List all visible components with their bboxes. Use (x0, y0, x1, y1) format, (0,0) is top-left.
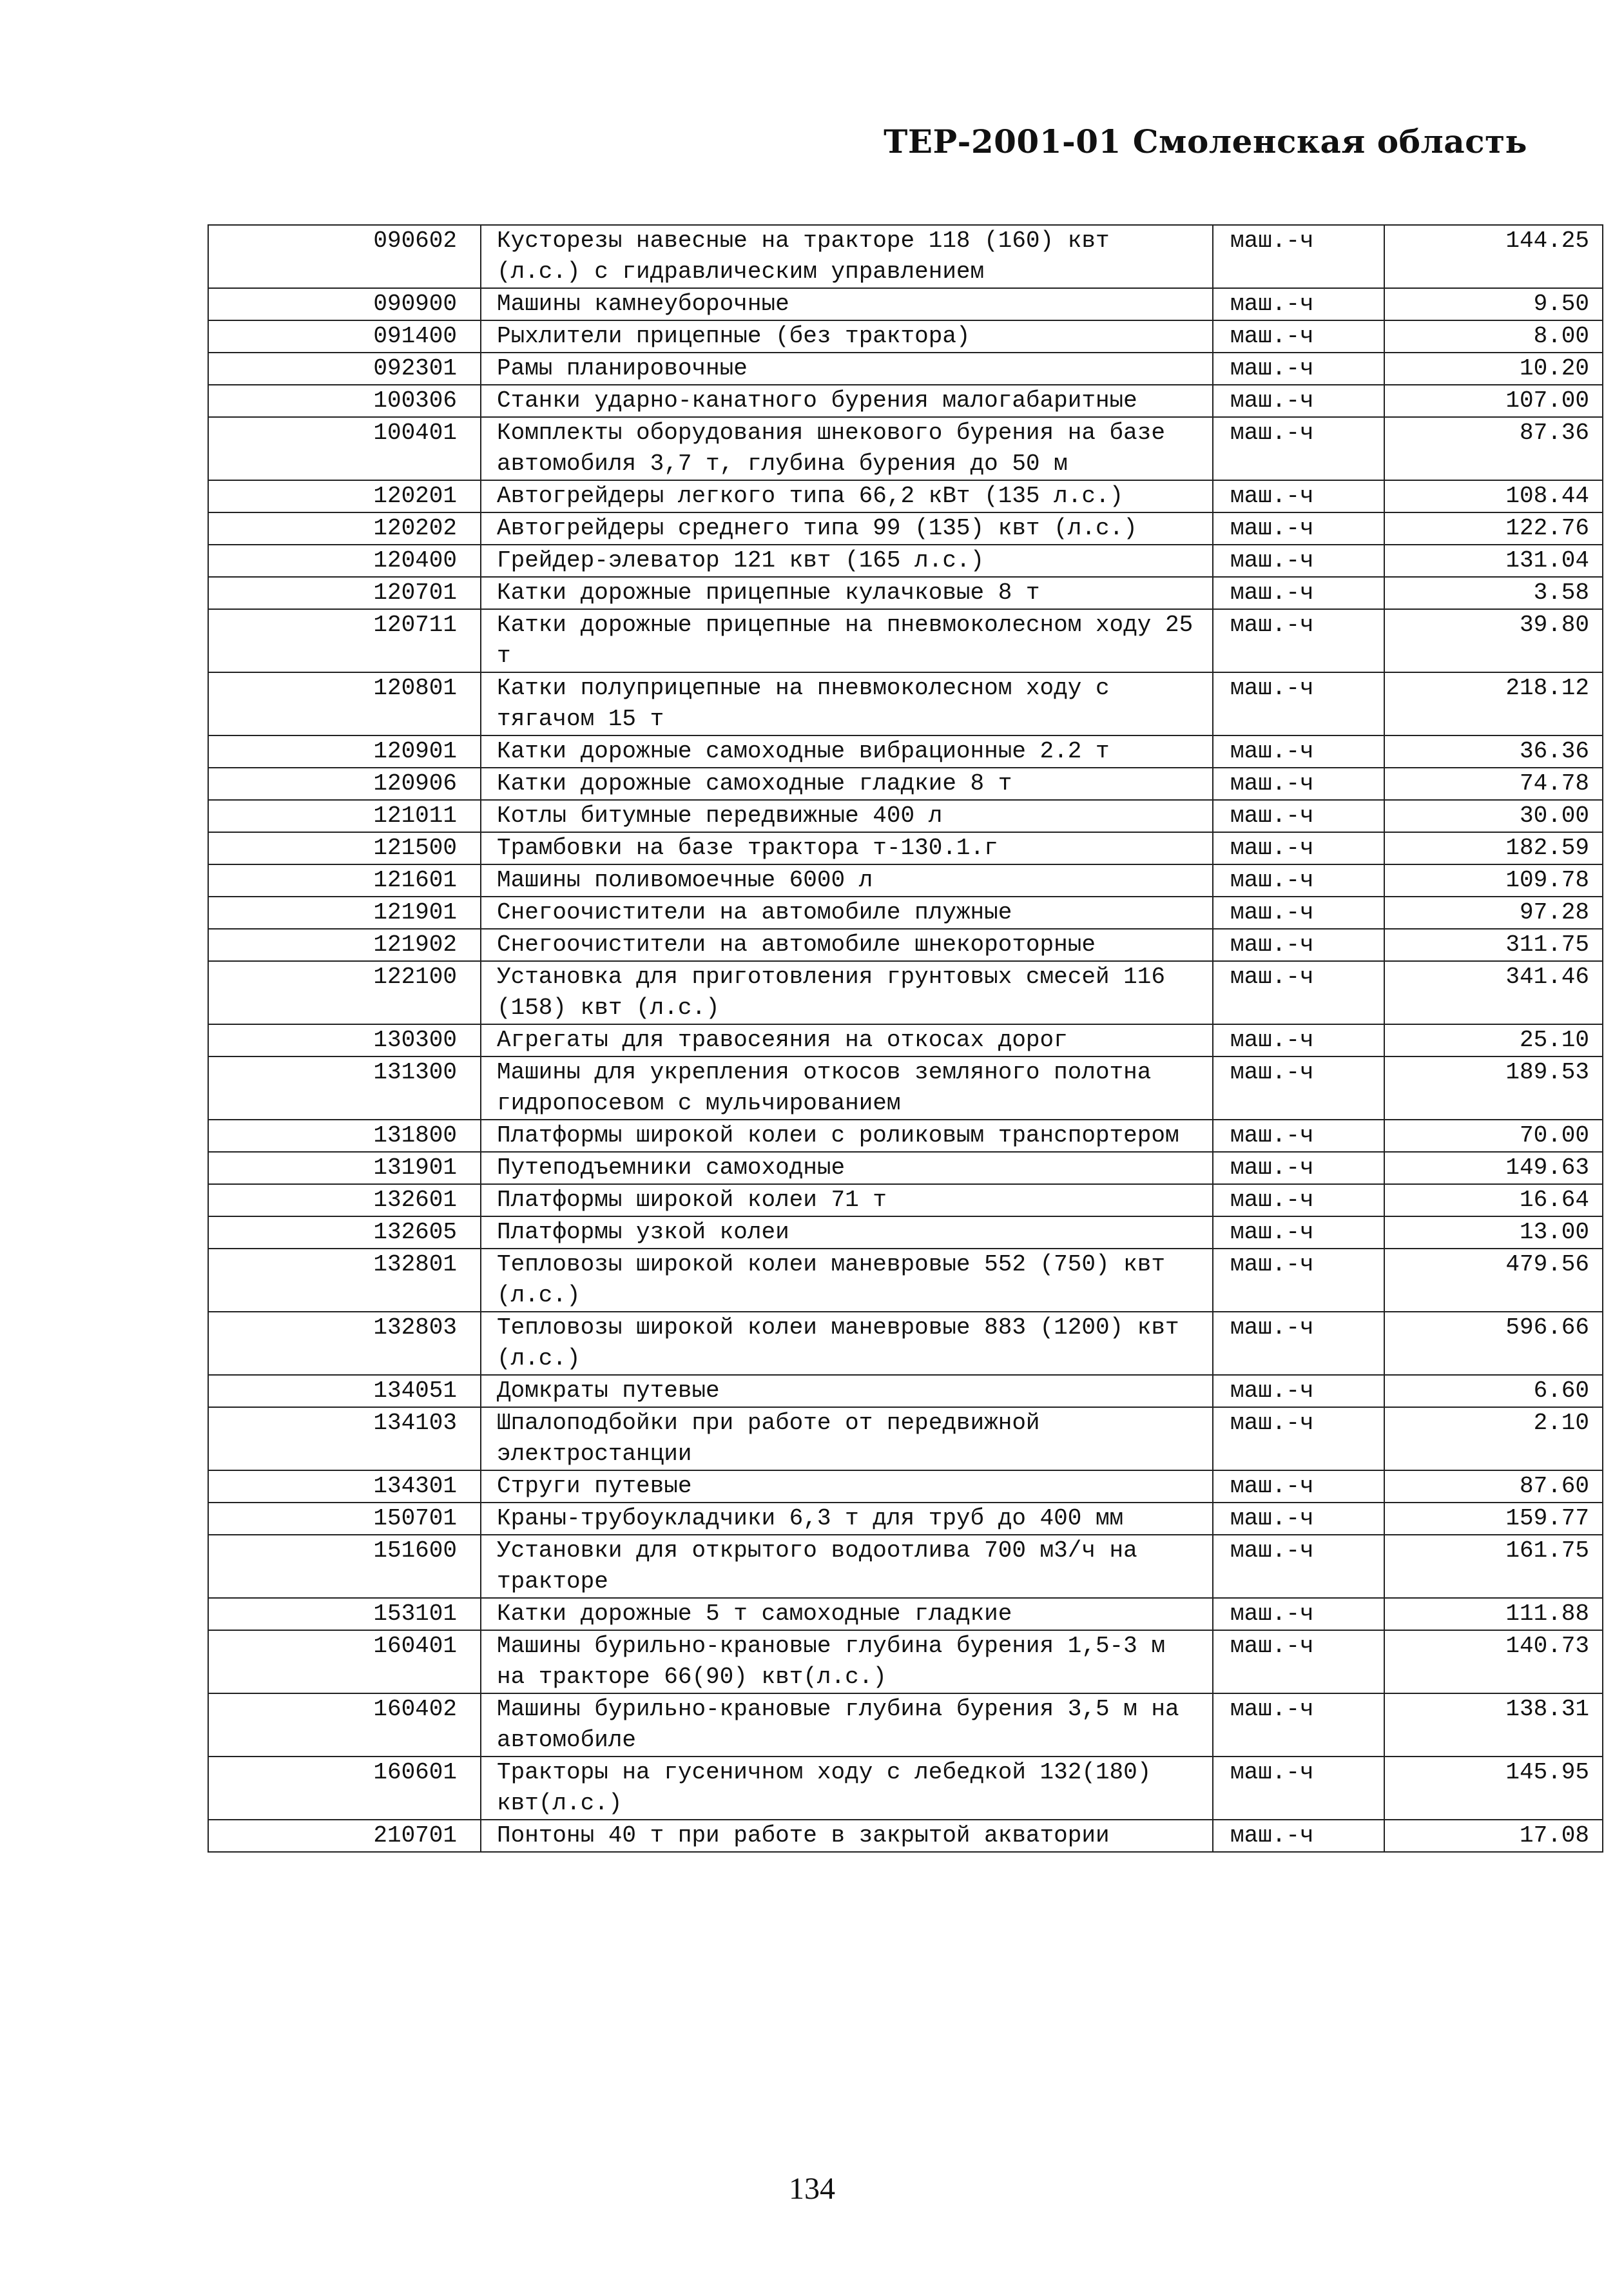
table-row (208, 288, 1603, 320)
row-name: Домкраты путевые (481, 1375, 1213, 1407)
row-unit: маш.-ч (1213, 735, 1384, 768)
row-value: 25.10 (1384, 1024, 1603, 1056)
table-row (208, 1693, 1603, 1757)
row-name: Тепловозы широкой колеи маневровые 883 (1200) квт (л.с.) (481, 1312, 1213, 1375)
row-value: 109.78 (1384, 864, 1603, 897)
page-header-title: ТЕР-2001-01 Смоленская область (884, 122, 1527, 161)
row-code: 120801 (208, 672, 481, 735)
row-code: 210701 (208, 1820, 481, 1852)
row-name: Катки дорожные самоходные гладкие 8 т (481, 768, 1213, 800)
row-name: Машины поливомоечные 6000 л (481, 864, 1213, 897)
row-value: 596.66 (1384, 1312, 1603, 1375)
row-unit: маш.-ч (1213, 768, 1384, 800)
row-name: Катки дорожные 5 т самоходные гладкие (481, 1598, 1213, 1630)
row-code: 150701 (208, 1503, 481, 1535)
row-code: 122100 (208, 961, 481, 1024)
row-value: 70.00 (1384, 1120, 1603, 1152)
row-value: 36.36 (1384, 735, 1603, 768)
table-row (208, 577, 1603, 609)
row-unit: маш.-ч (1213, 1820, 1384, 1852)
row-unit: маш.-ч (1213, 897, 1384, 929)
row-code: 134103 (208, 1407, 481, 1470)
table-row (208, 1470, 1603, 1503)
table-row (208, 864, 1603, 897)
row-unit: маш.-ч (1213, 929, 1384, 961)
row-value: 16.64 (1384, 1184, 1603, 1216)
row-unit: маш.-ч (1213, 672, 1384, 735)
table-row (208, 832, 1603, 864)
row-value: 108.44 (1384, 480, 1603, 512)
row-unit: маш.-ч (1213, 1630, 1384, 1693)
row-value: 10.20 (1384, 353, 1603, 385)
row-unit: маш.-ч (1213, 417, 1384, 480)
row-unit: маш.-ч (1213, 1056, 1384, 1120)
row-code: 132803 (208, 1312, 481, 1375)
row-name: Платформы широкой колеи с роликовым транспортером (481, 1120, 1213, 1152)
row-value: 74.78 (1384, 768, 1603, 800)
row-code: 160601 (208, 1757, 481, 1820)
row-unit: маш.-ч (1213, 800, 1384, 832)
table-row (208, 353, 1603, 385)
row-name: Машины бурильно-крановые глубина бурения 1,5-3 м на тракторе 66(90) квт(л.с.) (481, 1630, 1213, 1693)
row-name: Установки для открытого водоотлива 700 м3/ч на тракторе (481, 1535, 1213, 1598)
table-row (208, 1216, 1603, 1249)
row-code: 092301 (208, 353, 481, 385)
row-unit: маш.-ч (1213, 512, 1384, 545)
row-value: 30.00 (1384, 800, 1603, 832)
row-name: Машины бурильно-крановые глубина бурения 3,5 м на автомобиле (481, 1693, 1213, 1757)
row-value: 182.59 (1384, 832, 1603, 864)
row-code: 151600 (208, 1535, 481, 1598)
row-code: 120201 (208, 480, 481, 512)
row-code: 121011 (208, 800, 481, 832)
row-value: 131.04 (1384, 545, 1603, 577)
row-unit: маш.-ч (1213, 864, 1384, 897)
table-row (208, 1375, 1603, 1407)
row-name: Понтоны 40 т при работе в закрытой акватории (481, 1820, 1213, 1852)
row-value: 138.31 (1384, 1693, 1603, 1757)
row-name: Тепловозы широкой колеи маневровые 552 (750) квт (л.с.) (481, 1249, 1213, 1312)
table-row (208, 1184, 1603, 1216)
row-name: Тракторы на гусеничном ходу с лебедкой 132(180) квт(л.с.) (481, 1757, 1213, 1820)
row-code: 132601 (208, 1184, 481, 1216)
row-code: 160402 (208, 1693, 481, 1757)
row-value: 87.36 (1384, 417, 1603, 480)
row-unit: маш.-ч (1213, 1312, 1384, 1375)
row-unit: маш.-ч (1213, 1535, 1384, 1598)
row-value: 87.60 (1384, 1470, 1603, 1503)
row-code: 121601 (208, 864, 481, 897)
row-unit: маш.-ч (1213, 353, 1384, 385)
row-code: 121901 (208, 897, 481, 929)
row-value: 13.00 (1384, 1216, 1603, 1249)
rates-table (208, 224, 1603, 1853)
table-row (208, 1820, 1603, 1852)
row-unit: маш.-ч (1213, 1120, 1384, 1152)
row-value: 140.73 (1384, 1630, 1603, 1693)
row-unit: маш.-ч (1213, 832, 1384, 864)
row-unit: маш.-ч (1213, 480, 1384, 512)
row-unit: маш.-ч (1213, 385, 1384, 417)
table-row (208, 1120, 1603, 1152)
row-code: 131901 (208, 1152, 481, 1184)
row-name: Рамы планировочные (481, 353, 1213, 385)
table-row (208, 1056, 1603, 1120)
row-code: 153101 (208, 1598, 481, 1630)
table-row (208, 512, 1603, 545)
row-code: 120901 (208, 735, 481, 768)
row-unit: маш.-ч (1213, 288, 1384, 320)
table-row (208, 1598, 1603, 1630)
row-name: Котлы битумные передвижные 400 л (481, 800, 1213, 832)
row-unit: маш.-ч (1213, 609, 1384, 672)
row-value: 341.46 (1384, 961, 1603, 1024)
row-value: 3.58 (1384, 577, 1603, 609)
row-unit: маш.-ч (1213, 1249, 1384, 1312)
row-value: 122.76 (1384, 512, 1603, 545)
row-name: Струги путевые (481, 1470, 1213, 1503)
row-code: 120400 (208, 545, 481, 577)
row-name: Краны-трубоукладчики 6,3 т для труб до 400 мм (481, 1503, 1213, 1535)
row-code: 160401 (208, 1630, 481, 1693)
row-code: 120711 (208, 609, 481, 672)
row-name: Машины камнеуборочные (481, 288, 1213, 320)
row-name: Трамбовки на базе трактора т-130.1.г (481, 832, 1213, 864)
row-unit: маш.-ч (1213, 225, 1384, 288)
row-value: 9.50 (1384, 288, 1603, 320)
row-name: Машины для укрепления откосов земляного полотна гидропосевом с мульчированием (481, 1056, 1213, 1120)
row-name: Автогрейдеры среднего типа 99 (135) квт (л.с.) (481, 512, 1213, 545)
row-value: 39.80 (1384, 609, 1603, 672)
row-name: Платформы узкой колеи (481, 1216, 1213, 1249)
row-unit: маш.-ч (1213, 1470, 1384, 1503)
row-unit: маш.-ч (1213, 1598, 1384, 1630)
row-name: Путеподъемники самоходные (481, 1152, 1213, 1184)
table-row (208, 1312, 1603, 1375)
table-row (208, 929, 1603, 961)
row-name: Станки ударно-канатного бурения малогабаритные (481, 385, 1213, 417)
row-value: 149.63 (1384, 1152, 1603, 1184)
row-value: 6.60 (1384, 1375, 1603, 1407)
row-code: 132605 (208, 1216, 481, 1249)
table-row (208, 1503, 1603, 1535)
row-code: 121902 (208, 929, 481, 961)
row-value: 17.08 (1384, 1820, 1603, 1852)
table-row (208, 1407, 1603, 1470)
row-name: Снегоочистители на автомобиле шнекороторные (481, 929, 1213, 961)
table-row (208, 417, 1603, 480)
row-code: 091400 (208, 320, 481, 353)
row-code: 121500 (208, 832, 481, 864)
row-unit: маш.-ч (1213, 1184, 1384, 1216)
row-unit: маш.-ч (1213, 961, 1384, 1024)
row-name: Катки дорожные самоходные вибрационные 2.2 т (481, 735, 1213, 768)
row-name: Катки полуприцепные на пневмоколесном ходу с тягачом 15 т (481, 672, 1213, 735)
row-name: Кусторезы навесные на тракторе 118 (160) квт (л.с.) с гидравлическим управлением (481, 225, 1213, 288)
rates-table-body (208, 225, 1603, 1852)
row-name: Снегоочистители на автомобиле плужные (481, 897, 1213, 929)
row-unit: маш.-ч (1213, 1024, 1384, 1056)
row-value: 2.10 (1384, 1407, 1603, 1470)
row-value: 311.75 (1384, 929, 1603, 961)
row-value: 218.12 (1384, 672, 1603, 735)
row-value: 161.75 (1384, 1535, 1603, 1598)
row-code: 120202 (208, 512, 481, 545)
row-value: 8.00 (1384, 320, 1603, 353)
row-name: Установка для приготовления грунтовых смесей 116 (158) квт (л.с.) (481, 961, 1213, 1024)
table-row (208, 1757, 1603, 1820)
row-name: Рыхлители прицепные (без трактора) (481, 320, 1213, 353)
row-unit: маш.-ч (1213, 1152, 1384, 1184)
row-name: Шпалоподбойки при работе от передвижной электростанции (481, 1407, 1213, 1470)
row-value: 111.88 (1384, 1598, 1603, 1630)
table-row (208, 1152, 1603, 1184)
table-row (208, 1630, 1603, 1693)
row-code: 100401 (208, 417, 481, 480)
row-code: 130300 (208, 1024, 481, 1056)
row-unit: маш.-ч (1213, 320, 1384, 353)
table-row (208, 480, 1603, 512)
row-name: Грейдер-элеватор 121 квт (165 л.с.) (481, 545, 1213, 577)
table-row (208, 735, 1603, 768)
row-unit: маш.-ч (1213, 1216, 1384, 1249)
row-name: Платформы широкой колеи 71 т (481, 1184, 1213, 1216)
table-row (208, 672, 1603, 735)
row-value: 159.77 (1384, 1503, 1603, 1535)
row-unit: маш.-ч (1213, 577, 1384, 609)
table-row (208, 897, 1603, 929)
row-name: Комплекты оборудования шнекового бурения на базе автомобиля 3,7 т, глубина бурения до 50 м (481, 417, 1213, 480)
table-row (208, 609, 1603, 672)
row-code: 100306 (208, 385, 481, 417)
row-unit: маш.-ч (1213, 1693, 1384, 1757)
table-row (208, 1024, 1603, 1056)
row-value: 189.53 (1384, 1056, 1603, 1120)
row-code: 090900 (208, 288, 481, 320)
row-name: Автогрейдеры легкого типа 66,2 кВт (135 л.с.) (481, 480, 1213, 512)
table-row (208, 1535, 1603, 1598)
row-value: 97.28 (1384, 897, 1603, 929)
row-unit: маш.-ч (1213, 545, 1384, 577)
row-name: Катки дорожные прицепные кулачковые 8 т (481, 577, 1213, 609)
row-code: 134301 (208, 1470, 481, 1503)
row-code: 120701 (208, 577, 481, 609)
row-value: 144.25 (1384, 225, 1603, 288)
row-code: 090602 (208, 225, 481, 288)
table-row (208, 545, 1603, 577)
row-value: 145.95 (1384, 1757, 1603, 1820)
row-unit: маш.-ч (1213, 1757, 1384, 1820)
table-row (208, 385, 1603, 417)
table-row (208, 1249, 1603, 1312)
table-row (208, 225, 1603, 288)
row-code: 132801 (208, 1249, 481, 1312)
row-value: 479.56 (1384, 1249, 1603, 1312)
row-unit: маш.-ч (1213, 1503, 1384, 1535)
table-row (208, 320, 1603, 353)
table-row (208, 961, 1603, 1024)
row-code: 131300 (208, 1056, 481, 1120)
row-unit: маш.-ч (1213, 1407, 1384, 1470)
row-unit: маш.-ч (1213, 1375, 1384, 1407)
page-number: 134 (789, 2172, 835, 2206)
table-row (208, 768, 1603, 800)
row-code: 134051 (208, 1375, 481, 1407)
row-name: Агрегаты для травосеяния на откосах дорог (481, 1024, 1213, 1056)
table-row (208, 800, 1603, 832)
row-name: Катки дорожные прицепные на пневмоколесном ходу 25 т (481, 609, 1213, 672)
row-code: 131800 (208, 1120, 481, 1152)
row-value: 107.00 (1384, 385, 1603, 417)
row-code: 120906 (208, 768, 481, 800)
